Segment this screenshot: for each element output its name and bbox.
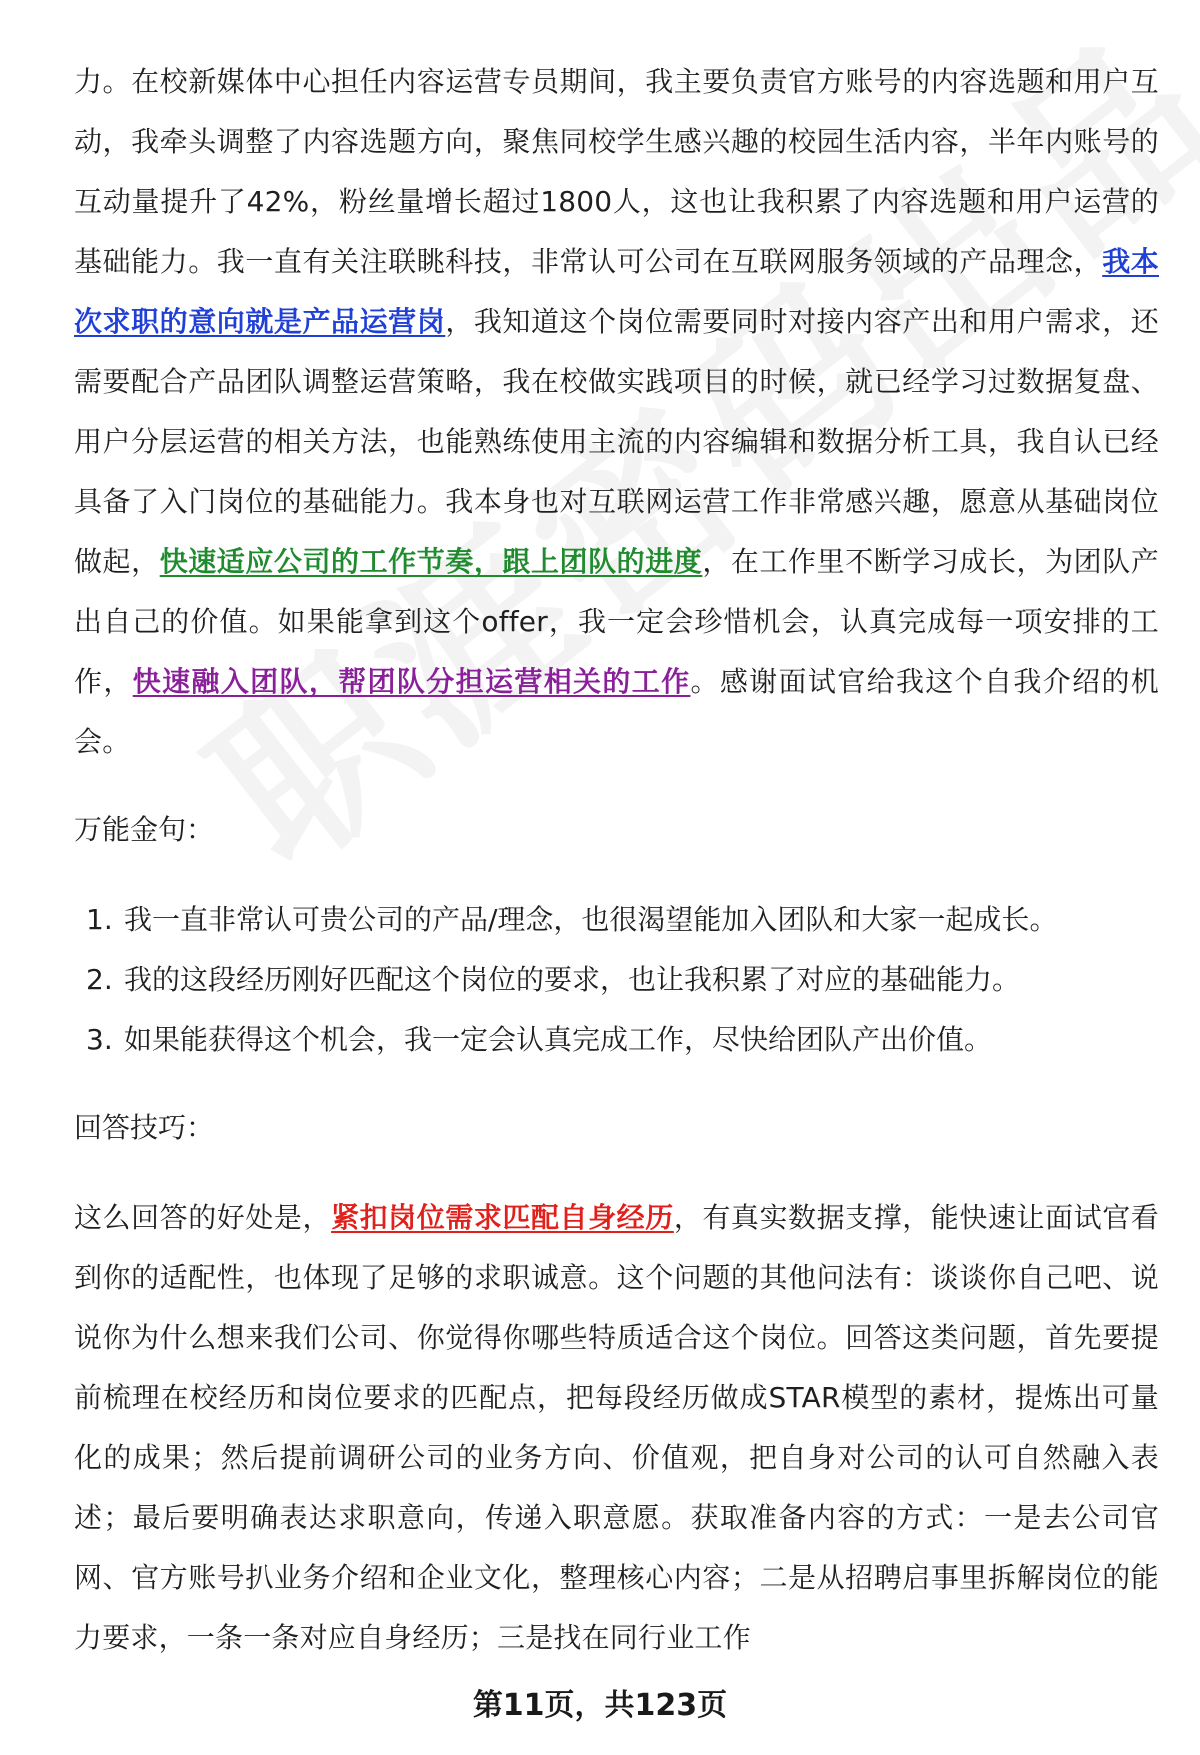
list-item — [74, 890, 1159, 950]
intro-paragraph — [74, 52, 1159, 772]
golden-sentences-list — [74, 890, 1159, 1070]
intro-text-2: ，我知道这个岗位需要同时对接内容产出和用户需求，还需要配合产品团队调整运营策略，我在校做实践项目的时候，就已经学习过数据复盘、用户分层运营的相关方法，也能熟练使用主流的内容编辑和数据分析工具，我自认已经具备了入门岗位的基础能力。我本身也对互联网运营工作非常感兴趣，愿意从基础岗位做起， — [74, 305, 1159, 578]
list-item — [74, 1010, 1159, 1070]
tips-text-2: ，有真实数据支撑，能快速让面试官看到你的适配性，也体现了足够的求职诚意。这个问题的其他问法有：谈谈你自己吧、说说你为什么想来我们公司、你觉得你哪些特质适合这个岗位。回答这类问题，首先要提前梳理在校经历和岗位要求的匹配点，把每段经历做成STAR模型的素材，提炼出可量化的成果；然后提前调研公司的业务方向、价值观，把自身对公司的认可自然融入表述；最后要明确表达求职意向，传递入职意愿。获取准备内容的方式：一是去公司官网、官方账号扒业务介绍和企业文化，整理核心内容；二是从招聘启事里拆解岗位的能力要求，一条一条对应自身经历；三是找在同行业工作 — [74, 1201, 1159, 1654]
document-page — [74, 52, 1159, 1668]
list-item-number: 1. — [86, 903, 113, 936]
list-item — [74, 950, 1159, 1010]
golden-sentences-label: 万能金句： — [74, 813, 215, 846]
intro-text-1: 力。在校新媒体中心担任内容运营专员期间，我主要负责官方账号的内容选题和用户互动，我牵头调整了内容选题方向，聚焦同校学生感兴趣的校园生活内容，半年内账号的互动量提升了42%，粉丝量增长超过1800人，这也让我积累了内容选题和用户运营的基础能力。我一直有关注联眺科技，非常认可公司在互联网服务领域的产品理念， — [74, 65, 1159, 278]
list-item-number: 2. — [86, 963, 113, 996]
answer-tips-label: 回答技巧： — [74, 1111, 215, 1144]
page-number: 第11页，共123页 — [472, 1688, 728, 1723]
tips-text-1: 这么回答的好处是， — [74, 1201, 332, 1234]
list-item-number: 3. — [86, 1023, 113, 1056]
list-item-text: 如果能获得这个机会，我一定会认真完成工作，尽快给团队产出价值。 — [124, 1023, 993, 1056]
tips-paragraph — [74, 1188, 1159, 1668]
highlight-adapt-pace: 快速适应公司的工作节奏，跟上团队的进度 — [159, 545, 703, 578]
highlight-job-intention: 我本次求职的意向就是产品运营岗 — [74, 245, 1159, 338]
highlight-join-team: 快速融入团队，帮团队分担运营相关的工作 — [132, 665, 691, 698]
list-item-text: 我的这段经历刚好匹配这个岗位的要求，也让我积累了对应的基础能力。 — [124, 963, 1021, 996]
highlight-match-experience: 紧扣岗位需求匹配自身经历 — [331, 1201, 674, 1234]
intro-text-3: ，在工作里不断学习成长，为团队产出自己的价值。如果能拿到这个offer，我一定会珍惜机会，认真完成每一项安排的工作， — [74, 545, 1159, 698]
intro-text-4: 。感谢面试官给我这个自我介绍的机会。 — [74, 665, 1159, 758]
list-item-text: 我一直非常认可贵公司的产品/理念，也很渴望能加入团队和大家一起成长。 — [124, 903, 1058, 936]
